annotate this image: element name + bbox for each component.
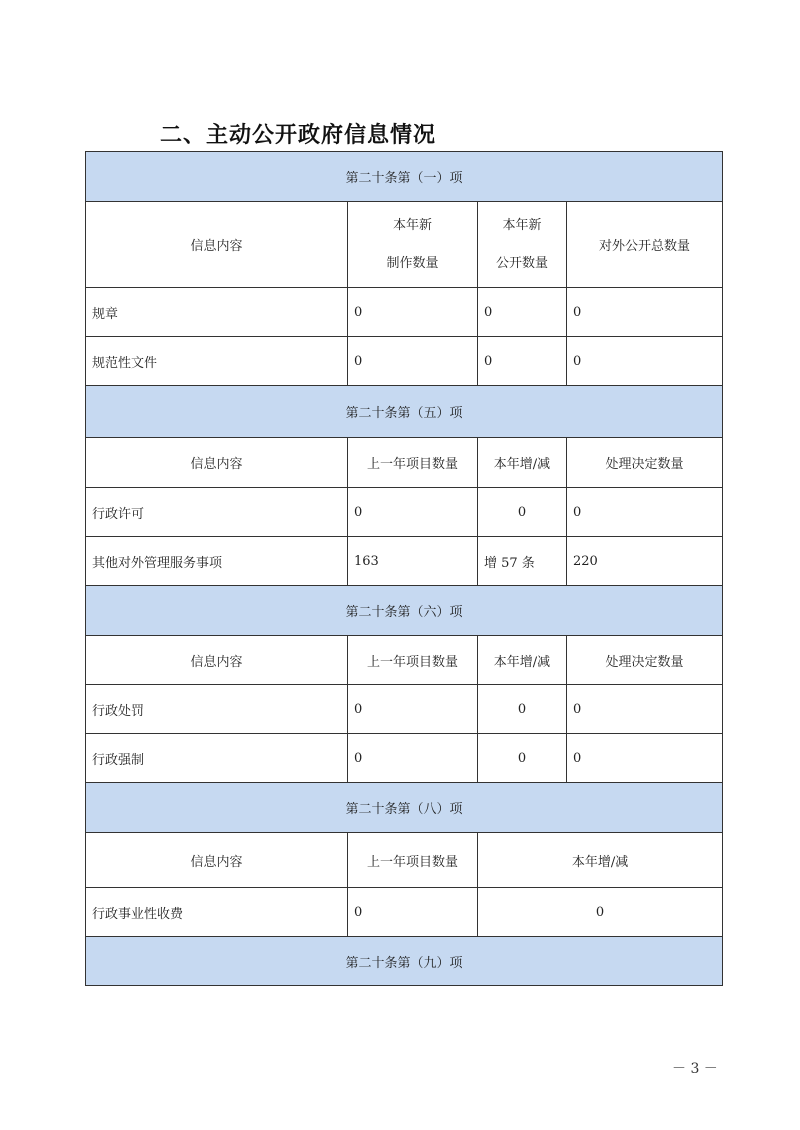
row-label: 行政事业性收费 xyxy=(86,888,348,937)
header-decided: 处理决定数量 xyxy=(567,438,723,488)
band-label: 第二十条第（八）项 xyxy=(86,783,723,833)
row-value: 增 57 条 xyxy=(478,537,567,586)
header-change: 本年增/减 xyxy=(478,833,723,888)
row-label: 其他对外管理服务事项 xyxy=(86,537,348,586)
header-row-6 xyxy=(86,636,723,685)
section-heading: 二、主动公开政府信息情况 xyxy=(160,123,437,148)
header-total: 对外公开总数量 xyxy=(567,202,723,288)
header-new-made: 本年新 制作数量 xyxy=(348,202,478,288)
row-value: 0 xyxy=(348,288,478,337)
row-value: 163 xyxy=(348,537,478,586)
row-label: 行政强制 xyxy=(86,734,348,783)
section-band-8 xyxy=(86,783,723,833)
row-value: 0 xyxy=(348,337,478,386)
row-value: 0 xyxy=(478,734,567,783)
row-value: 0 xyxy=(348,685,478,734)
row-label: 规章 xyxy=(86,288,348,337)
row-value: 0 xyxy=(567,734,723,783)
header-change: 本年增/减 xyxy=(478,438,567,488)
header-row-8 xyxy=(86,833,723,888)
header-new-published: 本年新 公开数量 xyxy=(478,202,567,288)
section-band-9 xyxy=(86,937,723,986)
row-value: 0 xyxy=(478,685,567,734)
band-label: 第二十条第（五）项 xyxy=(86,386,723,438)
table-row xyxy=(86,337,723,386)
band-label: 第二十条第（一）项 xyxy=(86,152,723,202)
header-decided: 处理决定数量 xyxy=(567,636,723,685)
header-content: 信息内容 xyxy=(86,636,348,685)
row-value: 0 xyxy=(478,488,567,537)
table-row xyxy=(86,685,723,734)
row-value: 0 xyxy=(567,488,723,537)
header-change: 本年增/减 xyxy=(478,636,567,685)
row-value: 220 xyxy=(567,537,723,586)
header-content: 信息内容 xyxy=(86,833,348,888)
band-label: 第二十条第（九）项 xyxy=(86,937,723,986)
row-value: 0 xyxy=(478,288,567,337)
row-label: 行政许可 xyxy=(86,488,348,537)
section-band-1 xyxy=(86,152,723,202)
table-row xyxy=(86,488,723,537)
header-previous-year: 上一年项目数量 xyxy=(348,833,478,888)
row-label: 规范性文件 xyxy=(86,337,348,386)
section-band-6 xyxy=(86,586,723,636)
header-row-1 xyxy=(86,202,723,288)
band-label: 第二十条第（六）项 xyxy=(86,586,723,636)
section-band-5 xyxy=(86,386,723,438)
table-row xyxy=(86,537,723,586)
disclosure-table xyxy=(85,151,723,986)
row-value: 0 xyxy=(478,888,723,937)
row-value: 0 xyxy=(567,685,723,734)
table-row xyxy=(86,288,723,337)
row-value: 0 xyxy=(567,337,723,386)
table-row xyxy=(86,734,723,783)
row-value: 0 xyxy=(567,288,723,337)
page-number: － 3 － xyxy=(672,1061,718,1077)
row-value: 0 xyxy=(348,734,478,783)
header-row-5 xyxy=(86,438,723,488)
row-value: 0 xyxy=(478,337,567,386)
header-previous-year: 上一年项目数量 xyxy=(348,636,478,685)
row-value: 0 xyxy=(348,888,478,937)
row-value: 0 xyxy=(348,488,478,537)
header-content: 信息内容 xyxy=(86,202,348,288)
header-previous-year: 上一年项目数量 xyxy=(348,438,478,488)
header-content: 信息内容 xyxy=(86,438,348,488)
table-row xyxy=(86,888,723,937)
row-label: 行政处罚 xyxy=(86,685,348,734)
